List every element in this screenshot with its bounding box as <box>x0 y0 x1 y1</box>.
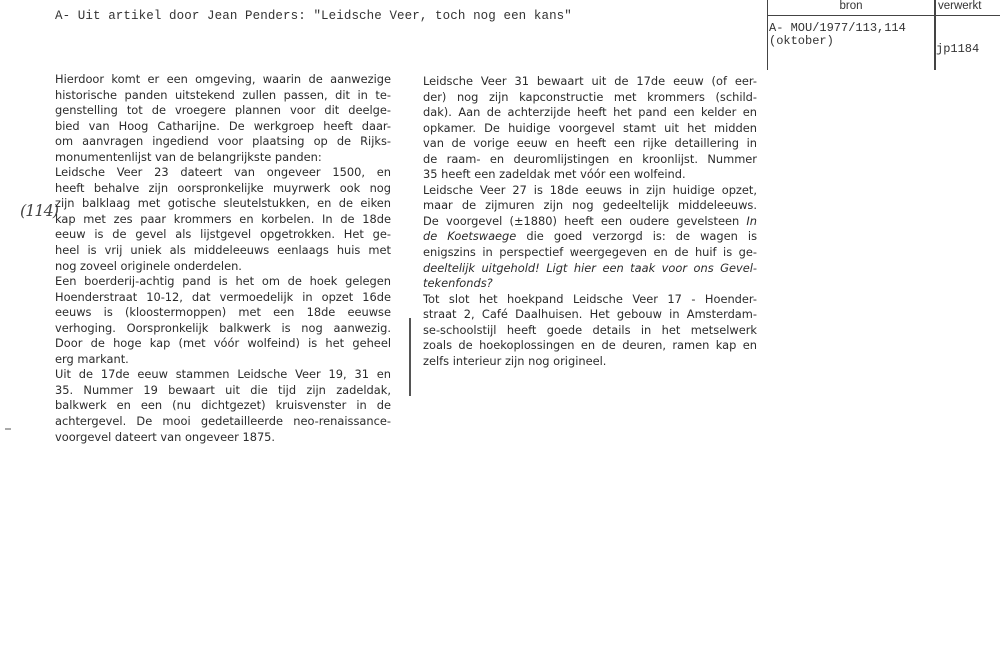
text-line: Leidsche Veer 23 dateert van ongeveer 1500, en <box>55 165 391 180</box>
source-table <box>767 0 1000 70</box>
text-line: Een boerderij-achtig pand is het om de hoek gelegen <box>55 274 391 289</box>
text-line: Door de hoge kap (met vóór wolfeind) is het geheel <box>55 336 391 351</box>
italic-text-run: In <box>746 213 757 228</box>
text-line: heel is vrij uniek als middeleeuws eenlaags huis met <box>55 243 391 258</box>
text-line-italic: deeltelijk uitgehold! Ligt hier een taak voor ons Gevel- <box>423 260 757 275</box>
text-line: Hierdoor komt er een omgeving, waarin de aanwezige <box>55 72 391 86</box>
text-line: balkwerk en een (nu dichtgezet) kruisvenster in de <box>55 398 391 413</box>
text-line: der) nog zijn kapconstructie met krommers (schild- <box>423 89 757 104</box>
text-line: om aanvragen ingediend voor plaatsing op de Rijks- <box>55 134 391 149</box>
text-line: zoals de hoekoplossingen en de deuren, ramen kap en <box>423 338 757 353</box>
text-line: Leidsche Veer 27 is 18de eeuws in zijn huidige opzet, <box>423 182 757 197</box>
text-line: Leidsche Veer 31 bewaart uit de 17de eeuw (of eer- <box>423 74 757 88</box>
text-line: Tot slot het hoekpand Leidsche Veer 17 - Hoender- <box>423 291 757 306</box>
handwritten-page-note: (114) <box>20 201 59 220</box>
text-line: maar de zijmuren zijn nog gedeeltelijk middeleeuws. <box>423 198 757 213</box>
article-column-right <box>423 74 757 369</box>
text-line: bied van Hoog Catharijne. De werkgroep heeft daar- <box>55 118 391 133</box>
text-line: 35 heeft een zadeldak met vóór een wolfeind. <box>423 167 686 182</box>
text-line: kap met zes paar krommers en korbelen. In de 18de <box>55 211 391 226</box>
text-line-italic: tekenfonds? <box>423 276 493 291</box>
text-line: enigszins in perspectief weergegeven en de huif is ge- <box>423 245 757 260</box>
source-table-column-divider <box>934 0 936 70</box>
source-table-header-verwerkt: verwerkt <box>938 0 982 12</box>
source-reference: A- MOU/1977/113,114 (oktober) <box>769 21 906 48</box>
text-line: achtergevel. De mooi gedetailleerde neo-renaissance- <box>55 414 391 429</box>
text-line: Hoenderstraat 10-12, dat vermoedelijk in opzet 16de <box>55 289 391 304</box>
article-column-left <box>55 72 391 445</box>
text-line: monumentenlijst van de belangrijkste panden: <box>55 149 322 164</box>
text-run: De voorgevel (±1880) heeft een oudere gevelsteen <box>423 213 740 228</box>
text-line: nog zoveel originele onderdelen. <box>55 258 242 273</box>
text-line: van de vorige eeuw en heeft een rijke detaillering in <box>423 136 757 151</box>
source-table-header-bron: bron <box>839 0 863 12</box>
text-line: de raam- en deuromlijstingen en kroonlijst. Nummer <box>423 151 757 166</box>
text-line-mixed <box>423 229 757 245</box>
italic-text-run: de Koetswaege <box>423 229 517 244</box>
text-line: historische panden uitstekend zullen passen, dit in te- <box>55 87 391 102</box>
margin-marker-line <box>409 318 411 396</box>
text-line-mixed <box>423 214 757 230</box>
text-line: dak). Aan de achterzijde heeft het pand een kelder en <box>423 105 757 120</box>
text-line: eeuw is de gevel als lijstgevel opgetrokken. Het ge- <box>55 227 391 242</box>
text-line: zelfs interieur zijn nog origineel. <box>423 353 607 368</box>
text-line: heeft behalve zijn oorspronkelijke muyrwerk ook nog <box>55 180 391 195</box>
text-line: Uit de 17de eeuw stammen Leidsche Veer 19, 31 en <box>55 367 391 382</box>
text-line: 35. Nummer 19 bewaart uit die tijd zijn zadeldak, <box>55 382 391 397</box>
scan-speck <box>5 428 11 430</box>
citation-header: A- Uit artikel door Jean Penders: "Leidsche Veer, toch nog een kans" <box>55 9 572 23</box>
text-line: eeuws is (kloostermoppen) met een 18de eeuwse <box>55 305 391 320</box>
text-line: opkamer. De huidige voorgevel stamt uit het midden <box>423 120 757 135</box>
text-line: zijn balklaag met gotische sleutelstukken, en de eiken <box>55 196 391 211</box>
text-line: se-schoolstijl heeft goede details in het metselwerk <box>423 322 757 337</box>
text-line: voorgevel dateert van ongeveer 1875. <box>55 429 276 444</box>
text-line: erg markant. <box>55 351 129 366</box>
text-run: die goed verzorgd is: de wagen is <box>526 229 757 244</box>
text-line: straat 2, Café Daalhuisen. Het gebouw in Amsterdam- <box>423 307 757 322</box>
processed-code: jp1184 <box>936 42 980 56</box>
text-line: genstelling tot de vroegere plannen voor dit deelge- <box>55 103 391 118</box>
text-line: verhoging. Oorspronkelijk balkwerk is nog aanwezig. <box>55 320 391 335</box>
